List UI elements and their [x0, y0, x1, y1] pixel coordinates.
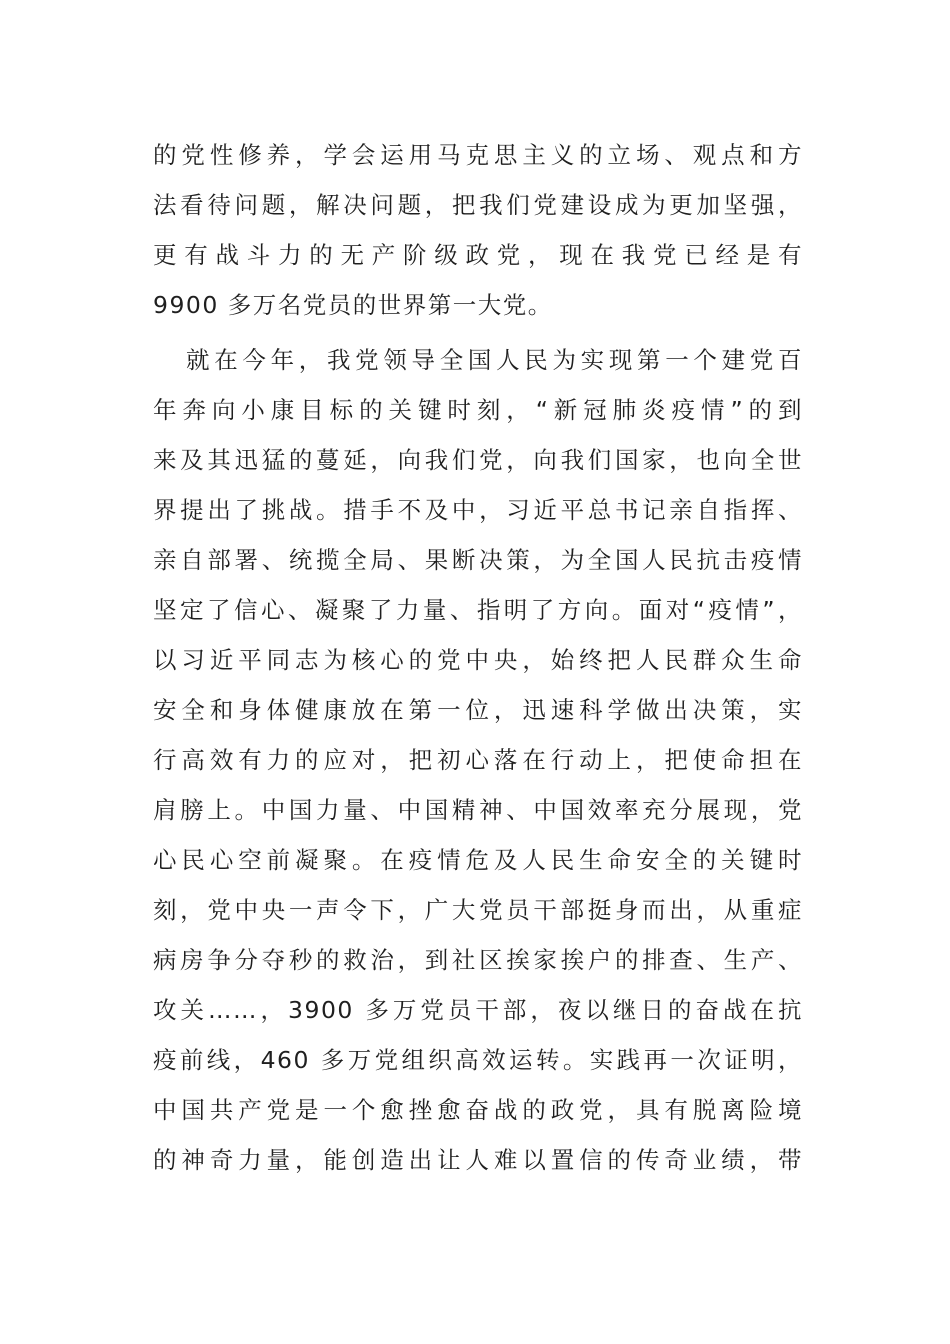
- text-line: 亲自部署、统揽全局、果断决策，为全国人民抗击疫情: [153, 546, 803, 574]
- text-line: 肩膀上。中国力量、中国精神、中国效率充分展现，党: [153, 796, 803, 824]
- text-line: 坚定了信心、凝聚了力量、指明了方向。面对“疫情”，: [153, 596, 803, 624]
- text-line: 疫前线，460 多万党组织高效运转。实践再一次证明，: [153, 1046, 803, 1074]
- text-line: 病房争分夺秒的救治，到社区挨家挨户的排查、生产、: [153, 946, 803, 974]
- text-line: 心民心空前凝聚。在疫情危及人民生命安全的关键时: [153, 846, 803, 874]
- paragraph-2: [153, 335, 803, 1185]
- text-line: 的神奇力量，能创造出让人难以置信的传奇业绩，带: [153, 1146, 803, 1174]
- text-line: 9900 多万名党员的世界第一大党。: [153, 291, 553, 319]
- text-line: 以习近平同志为核心的党中央，始终把人民群众生命: [153, 646, 803, 674]
- text-line: 安全和身体健康放在第一位，迅速科学做出决策，实: [153, 696, 803, 724]
- text-line: 行高效有力的应对，把初心落在行动上，把使命担在: [153, 746, 803, 774]
- text-line: 中国共产党是一个愈挫愈奋战的政党，具有脱离险境: [153, 1096, 803, 1124]
- text-line: 就在今年，我党领导全国人民为实现第一个建党百: [186, 346, 803, 374]
- paragraph-1: [153, 130, 803, 330]
- text-line: 来及其迅猛的蔓延，向我们党，向我们国家，也向全世: [153, 446, 803, 474]
- text-line: 更有战斗力的无产阶级政党，现在我党已经是有: [153, 241, 803, 269]
- text-line: 法看待问题，解决问题，把我们党建设成为更加坚强，: [153, 191, 803, 219]
- document-page: [153, 130, 803, 1185]
- text-line: 的党性修养，学会运用马克思主义的立场、观点和方: [153, 141, 803, 169]
- text-line: 刻，党中央一声令下，广大党员干部挺身而出，从重症: [153, 896, 803, 924]
- text-line: 年奔向小康目标的关键时刻，“新冠肺炎疫情”的到: [153, 396, 803, 424]
- text-line: 界提出了挑战。措手不及中，习近平总书记亲自指挥、: [153, 496, 803, 524]
- text-line: 攻关……，3900 多万党员干部，夜以继日的奋战在抗: [153, 996, 803, 1024]
